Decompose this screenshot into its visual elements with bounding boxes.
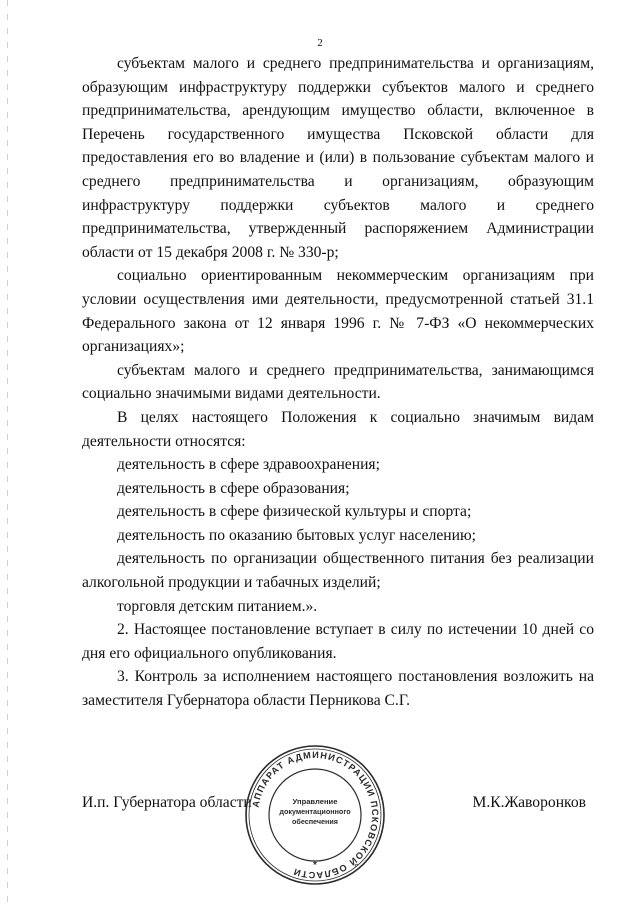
list-item-catering: деятельность по организации общественного питания без реализации алкогольной продукции и табачных изделий; <box>82 550 594 592</box>
paragraph-social-business: субъектам малого и среднего предпринимательства, занимающимся социально значимыми видами деятельности. <box>82 361 594 403</box>
seal-star-icon: * <box>313 860 317 871</box>
seal-center-line-1: Управление <box>292 797 338 806</box>
paragraph-effective-date: 2. Настоящее постановление вступает в силу по истечении 10 дней со дня его официального опубликования. <box>82 621 594 662</box>
seal-ring-text: АППАРАТ АДМИНИСТРАЦИИ ПСКОВСКОЙ ОБЛАСТИ <box>250 749 381 881</box>
document-body <box>82 52 594 713</box>
paragraph-nonprofit: социально ориентированным некоммерческим организациям при условии осуществления ими деятельности, предусмотренной статьей 31.1 Федерального закона от 12 января 1996 г. № 7-ФЗ «О некоммерческих организациях»; <box>82 267 594 356</box>
paragraph-definition: В целях настоящего Положения к социально значимым видам деятельности относятся: <box>82 408 594 450</box>
list-item-education: деятельность в сфере образования; <box>117 479 350 497</box>
signatory-name: М.К.Жаворонков <box>472 794 586 811</box>
paragraph-control: 3. Контроль за исполнением настоящего постановления возложить на заместителя Губернатора области Перникова С.Г. <box>82 668 594 710</box>
paragraph-infrastructure: субъектам малого и среднего предпринимательства и организациям, образующим инфраструктуру поддержки субъектов малого и среднего предпринимательства, арендующим имущество области, включенное в Перечень государственного имущества Псковской области для предоставления его во владение и (или) в пользование субъектам малого и среднего предпринимательства и организациям, образующим инфраструктуру поддержки субъектов малого и среднего предпринимательства, утвержденный распоряжением Администрации области от 15 декабря 2008 г. № 330-р; <box>82 55 594 261</box>
seal-center-line-3: обеспечения <box>291 817 339 826</box>
list-item-healthcare: деятельность в сфере здравоохранения; <box>117 456 380 474</box>
signatory-position: И.п. Губернатора области <box>82 794 252 811</box>
seal-center-line-2: документационного <box>279 807 351 816</box>
list-item-sport: деятельность в сфере физической культуры и спорта; <box>117 503 472 521</box>
list-item-baby-food: торговля детским питанием.». <box>117 597 318 615</box>
page-edge-mark <box>7 0 8 905</box>
list-item-household-services: деятельность по оказанию бытовых услуг населению; <box>117 526 476 544</box>
official-seal <box>244 744 386 886</box>
page-number: 2 <box>317 37 323 49</box>
